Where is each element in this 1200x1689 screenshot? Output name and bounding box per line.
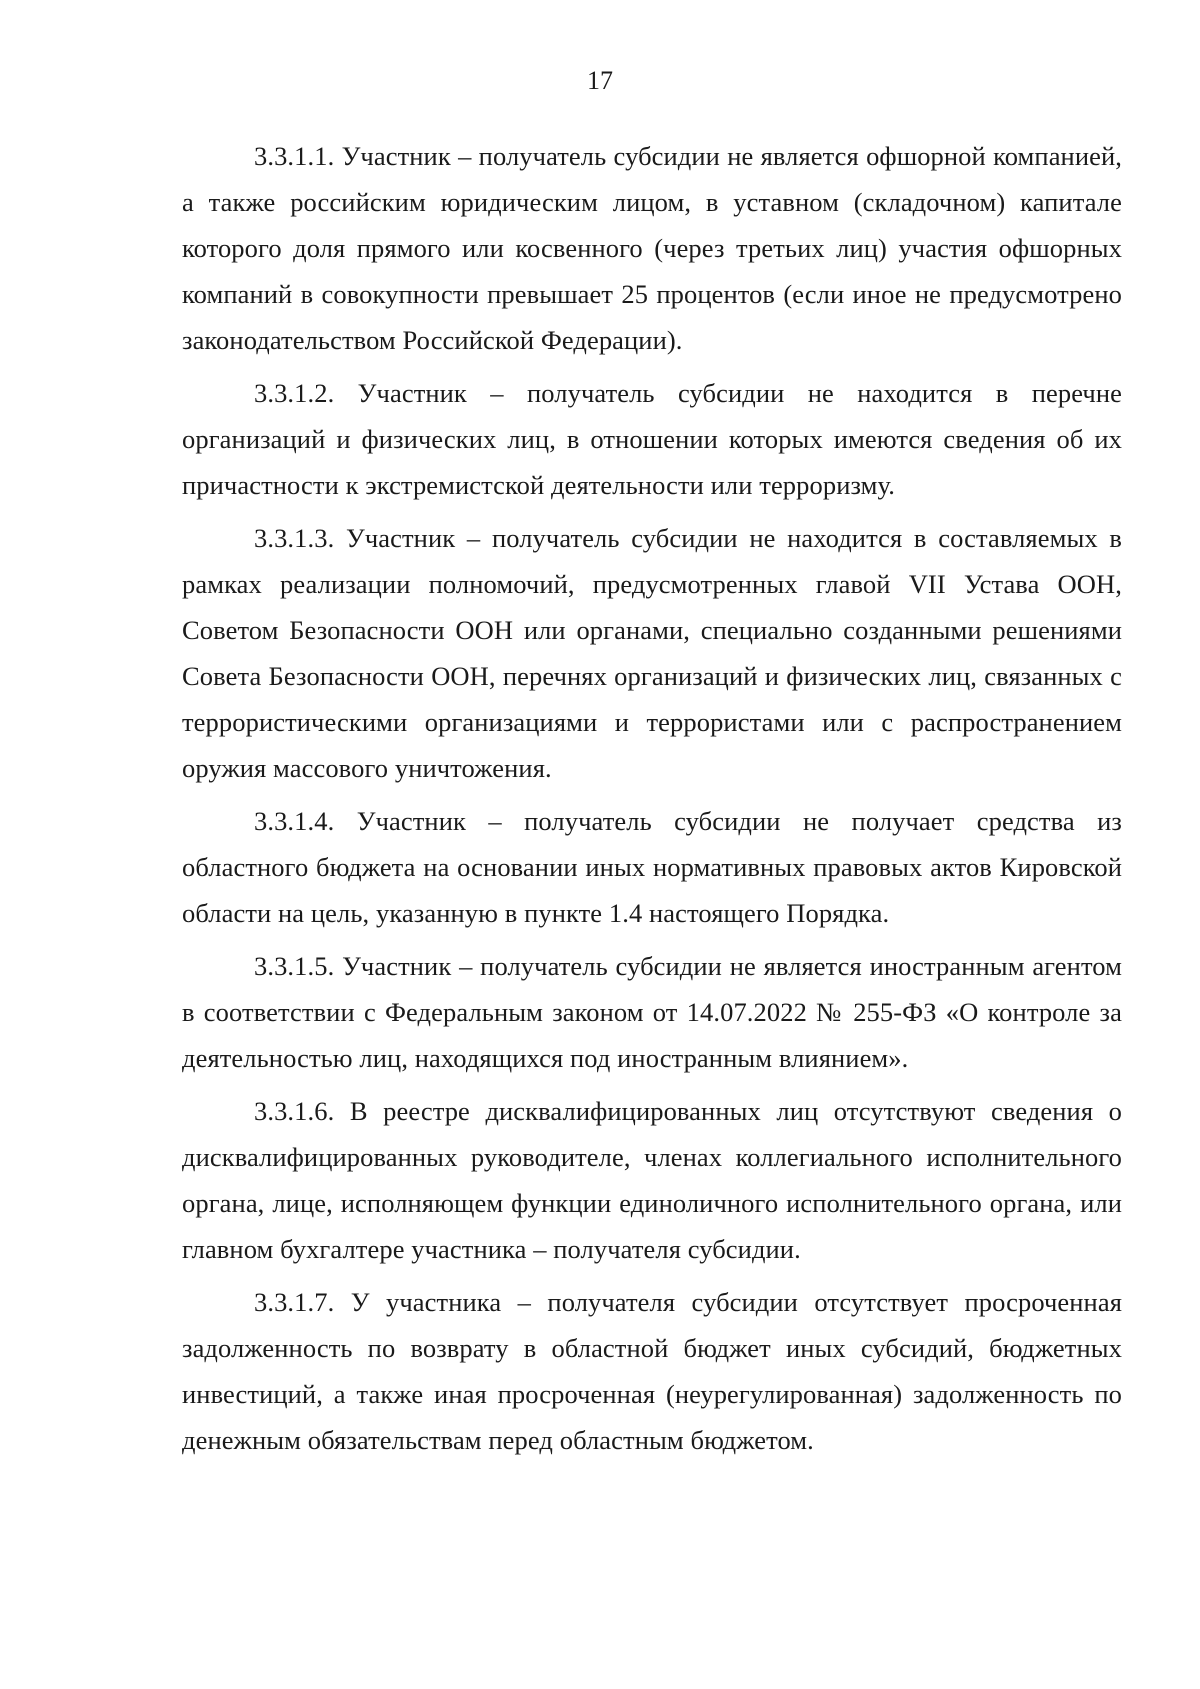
page-number: 17 — [587, 66, 613, 95]
paragraph-3-3-1-5: 3.3.1.5. Участник – получатель субсидии не является иностранным агентом в соответствии с Федеральным законом от 14.07.2022 № 255-ФЗ «О контроле за деятельностью лиц, находящихся под иностранным влиянием». — [182, 951, 1122, 1073]
paragraph-3-3-1-4: 3.3.1.4. Участник – получатель субсидии не получает средства из областного бюджета на основании иных нормативных правовых актов Кировской области на цель, указанную в пункте 1.4 настоящего Порядка. — [182, 806, 1122, 928]
paragraph-3-3-1-1: 3.3.1.1. Участник – получатель субсидии не является офшорной компанией, а также российским юридическим лицом, в уставном (складочном) капитале которого доля прямого или косвенного (через третьих лиц) участия офшорных компаний в совокупности превышает 25 процентов (если иное не предусмотрено законодательством Российской Федерации). — [182, 141, 1122, 355]
paragraph-3-3-1-7: 3.3.1.7. У участника – получателя субсидии отсутствует просроченная задолженность по возврату в областной бюджет иных субсидий, бюджетных инвестиций, а также иная просроченная (неурегулированная) задолженность по денежным обязательствам перед областным бюджетом. — [182, 1287, 1122, 1455]
paragraph-3-3-1-3: 3.3.1.3. Участник – получатель субсидии не находится в составляемых в рамках реализации полномочий, предусмотренных главой VII Устава ООН, Советом Безопасности ООН или органами, специально созданными решениями Совета Безопасности ООН, перечнях организаций и физических лиц, связанных с террористическими организациями и террористами или с распространением оружия массового уничтожения. — [182, 523, 1122, 783]
paragraph-3-3-1-6: 3.3.1.6. В реестре дисквалифицированных лиц отсутствуют сведения о дисквалифицированных руководителе, членах коллегиального исполнительного органа, лице, исполняющем функции единоличного исполнительного органа, или главном бухгалтере участника – получателя субсидии. — [182, 1096, 1122, 1264]
document-body — [182, 133, 1122, 1463]
paragraph-3-3-1-2: 3.3.1.2. Участник – получатель субсидии не находится в перечне организаций и физических лиц, в отношении которых имеются сведения об их причастности к экстремистской деятельности или терроризму. — [182, 378, 1122, 500]
